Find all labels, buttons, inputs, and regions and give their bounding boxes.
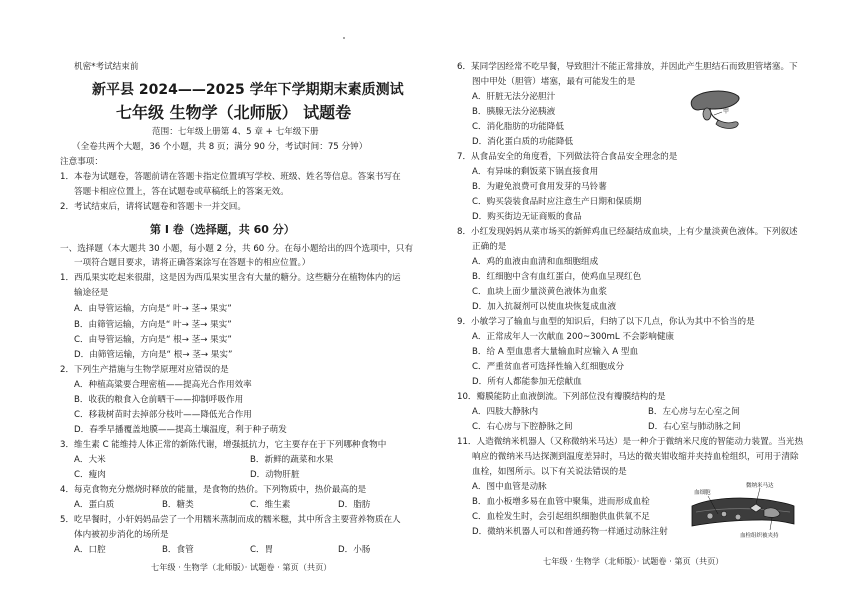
q5-option-d[interactable]: D．小肠 bbox=[338, 545, 371, 555]
q8-option-c[interactable]: C．血块上面少量淡黄色液体为血浆 bbox=[472, 287, 607, 297]
q3-option-a[interactable]: A．大米 bbox=[74, 455, 106, 465]
notice-item-2: 2．考试结束后，请将试题卷和答题卡一并交回。 bbox=[60, 202, 246, 212]
q2-option-d[interactable]: D．春季早播覆盖地膜——提高土壤温度，利于种子萌发 bbox=[74, 425, 287, 435]
section-instruction: 一、选择题（本大题共 30 小题，每小题 2 分，共 60 分。在每小题给出的四个选项中，只有 bbox=[60, 244, 414, 254]
q3-option-b[interactable]: B．新鲜的蔬菜和水果 bbox=[250, 455, 334, 465]
question-10: 10．瓣膜能防止血液倒流。下列部位没有瓣膜结构的是 bbox=[457, 392, 666, 402]
q4-option-c[interactable]: C．维生素 bbox=[250, 500, 291, 510]
q2-option-c[interactable]: C．移栽树苗时去掉部分枝叶——降低光合作用 bbox=[74, 410, 252, 420]
scan-dot bbox=[343, 37, 345, 39]
question-9: 9．小敏学习了输血与血型的知识后，归纳了以下几点，你认为其中不恰当的是 bbox=[457, 317, 755, 327]
q11-option-d[interactable]: D．微纳米机器人可以和普通药物一样通过动脉注射 bbox=[472, 527, 668, 537]
q2-option-b[interactable]: B．收获的粮食入仓前晒干——抑制呼吸作用 bbox=[74, 395, 244, 405]
exam-scope: 范围：七年级上册第 4、5 章 + 七年级下册 bbox=[152, 127, 319, 137]
exam-subtitle: 七年级 生物学（北师版） 试题卷 bbox=[116, 103, 352, 122]
q5-option-c[interactable]: C．胃 bbox=[250, 545, 274, 555]
question-8-cont: 正确的是 bbox=[472, 242, 507, 252]
q7-option-a[interactable]: A．有异味的剩饭菜下锅直接食用 bbox=[472, 167, 599, 177]
part-title: 第 Ⅰ 卷（选择题，共 60 分） bbox=[150, 223, 295, 236]
blood-cell-icon bbox=[707, 513, 713, 519]
q10-option-a[interactable]: A．四肢大静脉内 bbox=[472, 407, 539, 417]
q4-option-b[interactable]: B．糖类 bbox=[162, 500, 194, 510]
q8-option-d[interactable]: D．加入抗凝剂可以使血块恢复成血液 bbox=[472, 302, 617, 312]
question-2: 2．下列生产措施与生物学原理对应错误的是 bbox=[60, 365, 229, 375]
q6-option-a[interactable]: A．肝脏无法分泌胆汁 bbox=[472, 92, 556, 102]
q7-option-c[interactable]: C．购买袋装食品时应注意生产日期和保质期 bbox=[472, 197, 642, 207]
q9-option-a[interactable]: A．正常成年人一次献血 200~300mL 不会影响健康 bbox=[472, 332, 675, 342]
q11-option-b[interactable]: B．血小板增多易在血管中聚集，进而形成血栓 bbox=[472, 497, 650, 507]
question-5-cont: 体内被初步消化的场所是 bbox=[74, 530, 169, 540]
q3-option-d[interactable]: D．动物肝脏 bbox=[250, 470, 300, 480]
q10-option-b[interactable]: B．左心房与左心室之间 bbox=[648, 407, 740, 417]
notice-heading: 注意事项： bbox=[60, 157, 103, 167]
q9-option-c[interactable]: C．严重贫血者可选择性输入红细胞成分 bbox=[472, 362, 625, 372]
q3-option-c[interactable]: C．瘦肉 bbox=[74, 470, 106, 480]
q9-option-d[interactable]: D．所有人都能参加无偿献血 bbox=[472, 377, 582, 387]
confidential-label: 机密*考试结束前 bbox=[74, 62, 139, 72]
question-6: 6．某同学因经常不吃早餐，导致胆汁不能正常排放，并因此产生胆结石而致胆管堵塞。下 bbox=[457, 62, 798, 72]
exam-title: 新平县 2024——2025 学年下学期期末素质测试 bbox=[92, 82, 404, 98]
question-11: 11．人造微纳米机器人（又称微纳米马达）是一种介于微纳米尺度的智能动力装置。当光热 bbox=[457, 437, 804, 447]
right-footer: 七年级 · 生物学（北师版）· 试题卷 · 第页（共页） bbox=[543, 556, 724, 566]
q6-option-d[interactable]: D．消化蛋白质的功能降低 bbox=[472, 137, 574, 147]
question-8: 8．小红发现妈妈从菜市场买的新鲜鸡血已经凝结成血块，上有少量淡黄色液体。下列叙述 bbox=[457, 227, 798, 237]
q4-option-a[interactable]: A．蛋白质 bbox=[74, 500, 115, 510]
question-11-cont-1: 响应的微纳米马达探测到温度差异时，马达的微夹钳收缩并夹持血栓组织，可用于清除 bbox=[472, 452, 799, 462]
question-6-cont: 图中甲处（胆管）堵塞，最有可能发生的是 bbox=[472, 77, 636, 87]
q7-option-d[interactable]: D．购买街边无证商贩的食品 bbox=[472, 212, 582, 222]
q1-option-d[interactable]: D．由筛管运输，方向是“ 根→ 茎→ 果实” bbox=[74, 350, 233, 360]
robot-label: 微纳米马达 bbox=[746, 483, 774, 489]
q6-option-b[interactable]: B．胰腺无法分泌胰液 bbox=[472, 107, 556, 117]
q10-option-c[interactable]: C．右心房与下腔静脉之间 bbox=[472, 422, 573, 432]
notice-item-1-cont: 答题卡相应位置上，答在试题卷或草稿纸上的答案无效。 bbox=[74, 187, 289, 197]
q2-option-a[interactable]: A．种植高粱要合理密植——提高光合作用效率 bbox=[74, 380, 252, 390]
question-1: 1．西瓜果实吃起来很甜，这是因为西瓜果实里含有大量的糖分。这些糖分在植物体内的运 bbox=[60, 273, 401, 283]
q8-option-a[interactable]: A．鸡的血液由血清和血细胞组成 bbox=[472, 257, 599, 267]
question-1-cont: 输途径是 bbox=[74, 288, 109, 298]
cells-label: 血细胞 bbox=[694, 490, 711, 496]
q5-option-b[interactable]: B．食管 bbox=[162, 545, 194, 555]
blood-vessel-robot-diagram bbox=[690, 480, 796, 540]
left-footer: 七年级 · 生物学（北师版）· 试题卷 · 第页（共页） bbox=[151, 562, 332, 572]
q6-option-c[interactable]: C．消化脂肪的功能降低 bbox=[472, 122, 564, 132]
q8-option-b[interactable]: B．红细胞中含有血红蛋白，使鸡血呈现红色 bbox=[472, 272, 642, 282]
q1-option-b[interactable]: B．由筛管运输，方向是“ 叶→ 茎→ 果实” bbox=[74, 320, 232, 330]
q1-option-a[interactable]: A．由导管运输，方向是“ 叶→ 茎→ 果实” bbox=[74, 304, 232, 314]
liver-diagram bbox=[688, 88, 744, 130]
q11-option-a[interactable]: A．图中血管是动脉 bbox=[472, 482, 547, 492]
notice-item-1: 1．本卷为试题卷，答题前请在答题卡指定位置填写学校、班级、姓名等信息。答案书写在 bbox=[60, 172, 401, 182]
question-11-cont-2: 血栓，如图所示。以下有关说法错误的是 bbox=[472, 467, 627, 477]
figure-label-jia: 甲 bbox=[723, 108, 730, 115]
q11-option-c[interactable]: C．血栓发生时，会引起组织细胞供血供氧不足 bbox=[472, 512, 650, 522]
q1-option-c[interactable]: C．由导管运输，方向是“ 根→ 茎→ 果实” bbox=[74, 335, 232, 345]
question-3: 3．维生素 C 能维持人体正常的新陈代谢，增强抵抗力，它主要存在于下列哪种食物中 bbox=[60, 440, 387, 450]
q9-option-b[interactable]: B．给 A 型血患者大量输血时应输入 A 型血 bbox=[472, 347, 639, 357]
q4-option-d[interactable]: D．脂肪 bbox=[338, 500, 371, 510]
question-4: 4．每克食物充分燃烧时释放的能量，是食物的热价。下列物质中，热价最高的是 bbox=[60, 485, 367, 495]
q10-option-d[interactable]: D．右心室与肺动脉之间 bbox=[648, 422, 741, 432]
q7-option-b[interactable]: B．为避免浪费可食用发芽的马铃薯 bbox=[472, 182, 607, 192]
exam-meta: （全卷共两个大题，36 个小题，共 8 页；满分 90 分，考试时间：75 分钟） bbox=[72, 142, 368, 152]
section-instruction-cont: 一项符合题目要求，请将正确答案涂写在答题卡的相应位置。） bbox=[74, 258, 311, 268]
question-5: 5．吃早餐时，小轩妈妈品尝了一个用糯米蒸制而成的糯米糍，其中所含主要营养物质在人 bbox=[60, 515, 401, 525]
q5-option-a[interactable]: A．口腔 bbox=[74, 545, 106, 555]
question-7: 7．从食品安全的角度看，下列做法符合食品安全理念的是 bbox=[457, 152, 678, 162]
clot-label: 血栓组织被夹持 bbox=[740, 533, 779, 539]
